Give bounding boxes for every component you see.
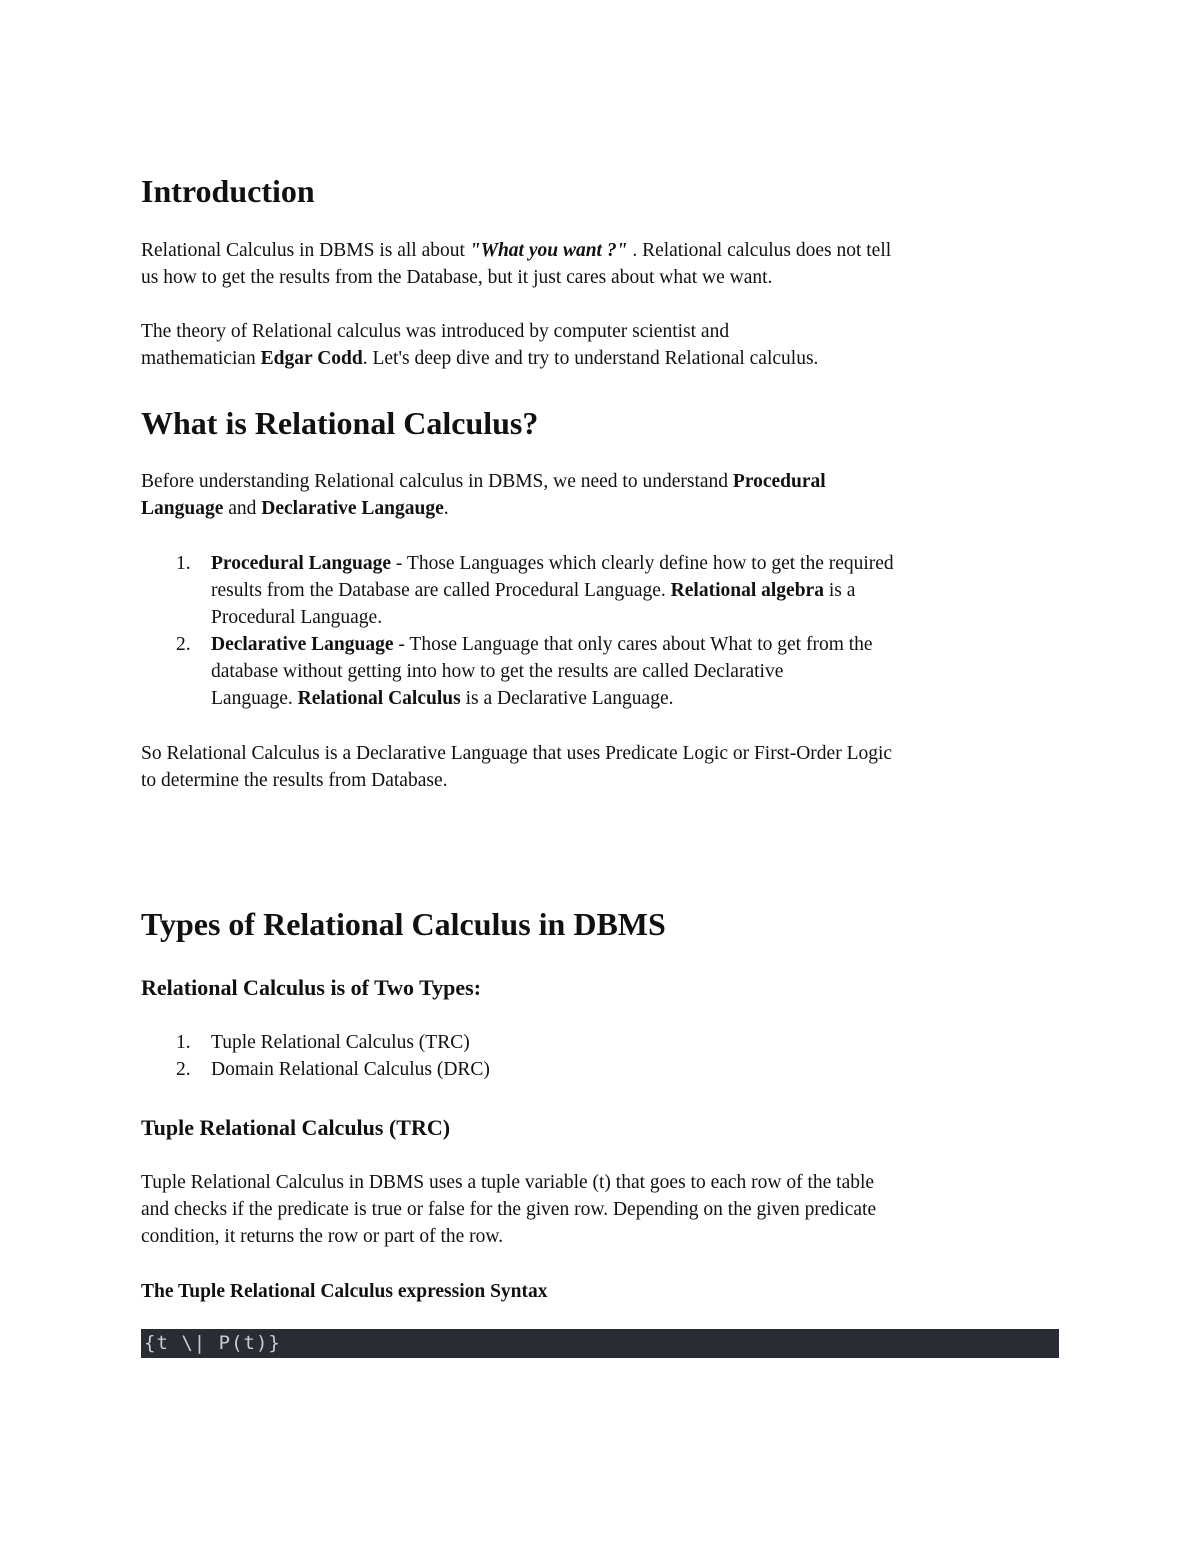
what-you-want-quote: "What you want ?" xyxy=(469,240,628,261)
list-number: 2. xyxy=(176,1059,191,1080)
text-run: is a xyxy=(823,580,856,601)
list-line xyxy=(211,550,1059,577)
bold-term: Relational algebra xyxy=(670,580,824,601)
paragraph-line xyxy=(141,468,1059,495)
list-number: 2. xyxy=(176,634,191,655)
list-line: Tuple Relational Calculus (TRC) xyxy=(211,1032,470,1053)
what-is-heading: What is Relational Calculus? xyxy=(141,405,539,441)
paragraph-line: us how to get the results from the Database, but it just cares about what we want. xyxy=(141,267,773,288)
list-item-declarative xyxy=(141,631,1059,712)
paragraph-line xyxy=(141,345,1059,372)
list-line xyxy=(211,631,1059,658)
text-run: Language. xyxy=(211,688,298,709)
text-run: . xyxy=(443,498,449,519)
trc-heading: Tuple Relational Calculus (TRC) xyxy=(141,1115,451,1140)
introduction-heading: Introduction xyxy=(141,173,315,209)
bold-term: Relational Calculus xyxy=(297,688,461,709)
list-item-body xyxy=(211,1029,1059,1056)
list-number: 1. xyxy=(176,1032,191,1053)
paragraph-line xyxy=(141,237,1059,264)
trc-syntax-heading: The Tuple Relational Calculus expression Syntax xyxy=(141,1281,548,1302)
list-line xyxy=(211,685,1059,712)
text-run: . Let's deep dive and try to understand Relational calculus. xyxy=(362,348,819,369)
list-item-procedural xyxy=(141,550,1059,631)
what-is-intro-paragraph xyxy=(141,468,1059,522)
list-item-trc xyxy=(141,1029,1059,1056)
paragraph-line: Tuple Relational Calculus in DBMS uses a tuple variable (t) that goes to each row of the table xyxy=(141,1172,875,1193)
paragraph-line: So Relational Calculus is a Declarative Language that uses Predicate Logic or First-Order Logic xyxy=(141,743,893,764)
paragraph-line: The theory of Relational calculus was introduced by computer scientist and xyxy=(141,321,730,342)
list-item-body xyxy=(211,631,1059,712)
bold-term: Language xyxy=(141,498,224,519)
types-heading: Types of Relational Calculus in DBMS xyxy=(141,906,666,942)
paragraph-line: and checks if the predicate is true or false for the given row. Depending on the given predicate xyxy=(141,1199,877,1220)
bold-term: Declarative Langauge xyxy=(261,498,444,519)
introduction-paragraph-1 xyxy=(141,237,1059,291)
text-run: - Those Languages which clearly define how to get the required xyxy=(391,553,894,574)
text-run: results from the Database are called Procedural Language. xyxy=(211,580,671,601)
trc-paragraph xyxy=(141,1169,1059,1250)
text-run: is a Declarative Language. xyxy=(460,688,674,709)
text-run: - Those Language that only cares about What to get from the xyxy=(393,634,873,655)
code-block xyxy=(141,1329,1059,1358)
edgar-codd-bold: Edgar Codd xyxy=(260,348,363,369)
introduction-paragraph-2 xyxy=(141,318,1059,372)
code-text: {t \| P(t)} xyxy=(144,1332,281,1354)
list-line xyxy=(211,577,1059,604)
types-subheading: Relational Calculus is of Two Types: xyxy=(141,975,482,1000)
bold-term: Procedural Language xyxy=(211,553,392,574)
text-run: mathematician xyxy=(141,348,261,369)
bold-term: Declarative Language xyxy=(211,634,394,655)
text-run: and xyxy=(223,498,262,519)
text-run: . Relational calculus does not tell xyxy=(627,240,892,261)
list-line: Procedural Language. xyxy=(211,607,383,628)
text-run: Before understanding Relational calculus in DBMS, we need to understand xyxy=(141,471,733,492)
list-number: 1. xyxy=(176,553,191,574)
paragraph-line: to determine the results from Database. xyxy=(141,770,448,791)
bold-term: Procedural xyxy=(732,471,826,492)
what-is-summary-paragraph xyxy=(141,740,1059,794)
list-item-drc xyxy=(141,1056,1059,1083)
paragraph-line xyxy=(141,495,1059,522)
list-line: Domain Relational Calculus (DRC) xyxy=(211,1059,490,1080)
list-item-body xyxy=(211,1056,1059,1083)
list-item-body xyxy=(211,550,1059,631)
paragraph-line: condition, it returns the row or part of the row. xyxy=(141,1226,504,1247)
list-line: database without getting into how to get the results are called Declarative xyxy=(211,661,784,682)
text-run: Relational Calculus in DBMS is all about xyxy=(141,240,470,261)
